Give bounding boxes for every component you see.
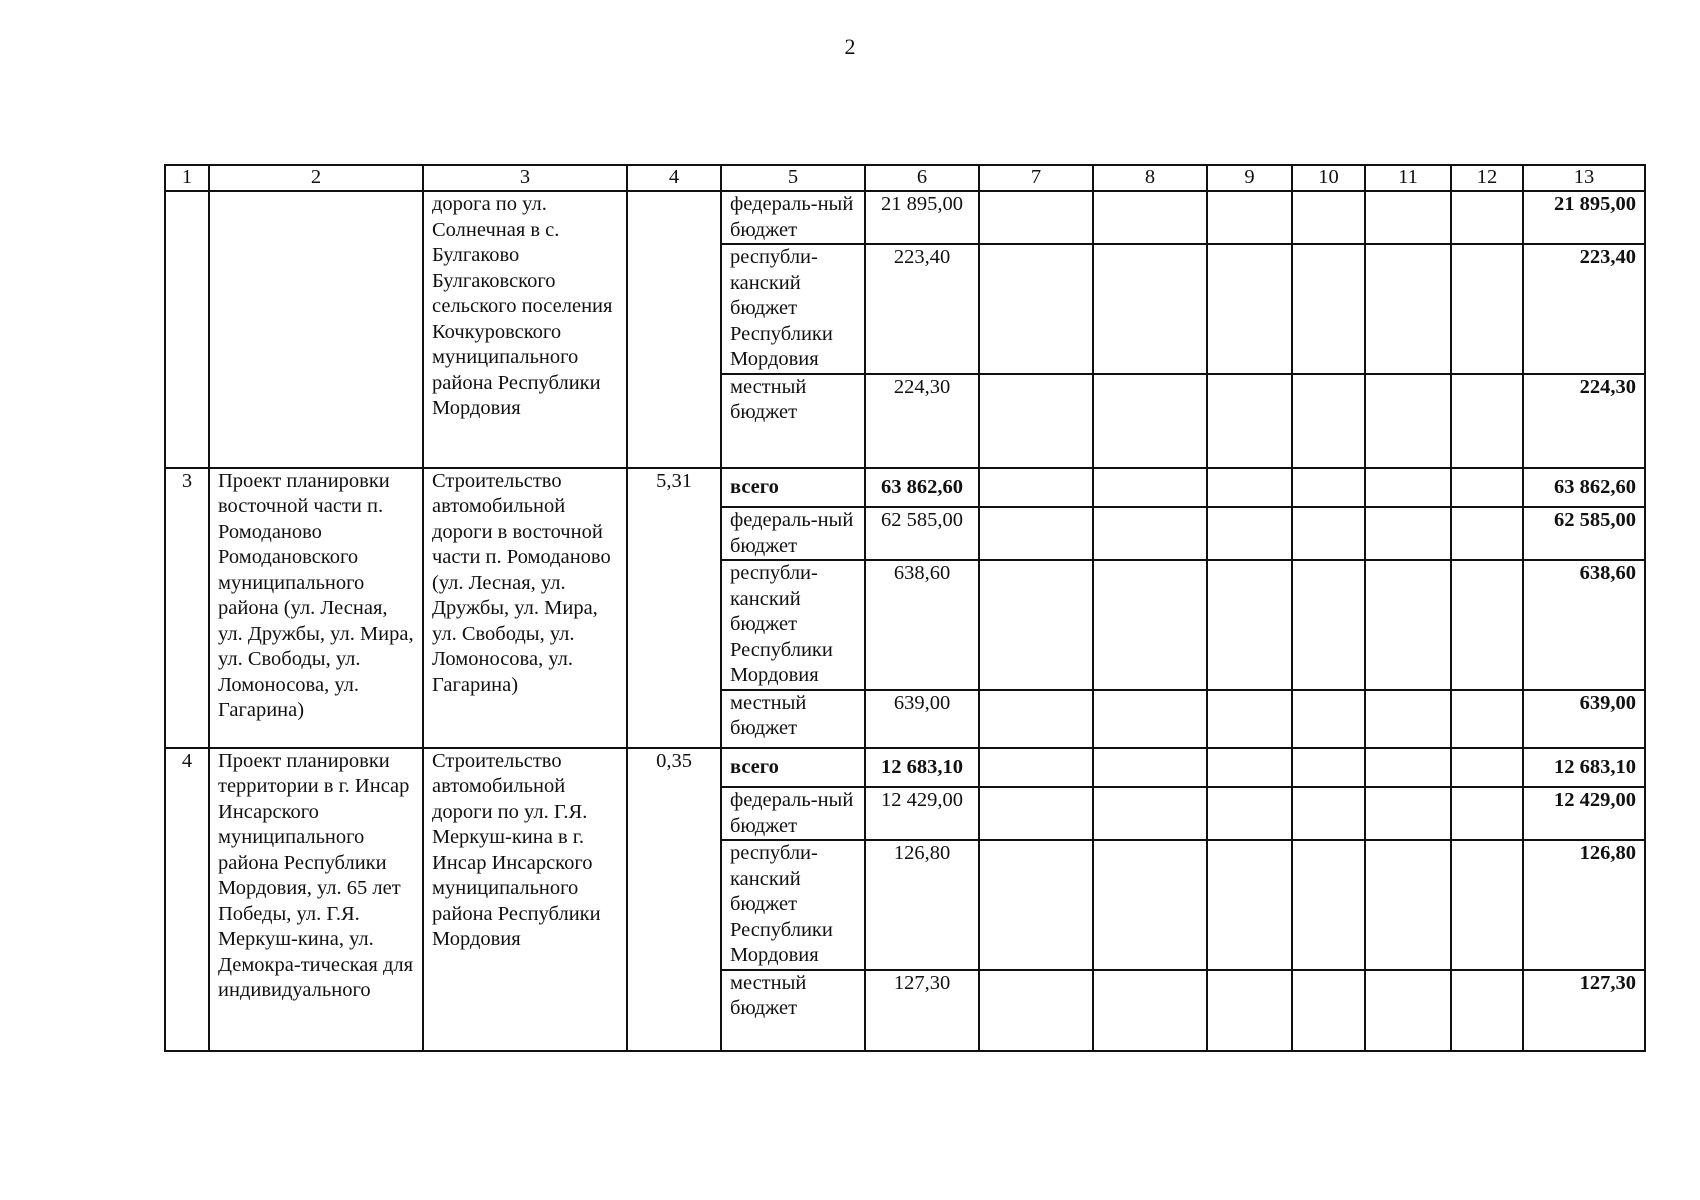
empty-cell bbox=[1292, 840, 1365, 970]
empty-cell bbox=[1365, 507, 1451, 560]
empty-cell bbox=[1093, 690, 1207, 748]
row-number-cell: 4 bbox=[165, 748, 209, 1051]
empty-cell bbox=[1292, 787, 1365, 840]
empty-cell bbox=[1451, 840, 1523, 970]
funding-source-cell: местный бюджет bbox=[721, 374, 865, 468]
column-header: 12 bbox=[1451, 165, 1523, 191]
object-cell: дорога по ул. Солнечная в с. Булгаково Булгаковского сельского поселения Кочкуровского муниципального района Республики Мордовия bbox=[423, 191, 627, 468]
amount-cell: 12 429,00 bbox=[865, 787, 979, 840]
funding-source-cell: местный бюджет bbox=[721, 690, 865, 748]
row-number-cell bbox=[165, 191, 209, 468]
empty-cell bbox=[979, 560, 1093, 690]
table-row bbox=[165, 191, 1645, 244]
empty-cell bbox=[979, 374, 1093, 468]
empty-cell bbox=[1451, 468, 1523, 508]
funding-source-cell: местный бюджет bbox=[721, 970, 865, 1051]
total-cell: 12 429,00 bbox=[1523, 787, 1645, 840]
funding-source-cell: федераль-ный бюджет bbox=[721, 787, 865, 840]
empty-cell bbox=[1451, 374, 1523, 468]
empty-cell bbox=[979, 690, 1093, 748]
column-header: 10 bbox=[1292, 165, 1365, 191]
empty-cell bbox=[1093, 191, 1207, 244]
empty-cell bbox=[1292, 560, 1365, 690]
funding-source-cell: федераль-ный бюджет bbox=[721, 191, 865, 244]
total-cell: 223,40 bbox=[1523, 244, 1645, 374]
page-number: 2 bbox=[844, 34, 856, 59]
column-header: 2 bbox=[209, 165, 423, 191]
column-header: 11 bbox=[1365, 165, 1451, 191]
total-cell: 126,80 bbox=[1523, 840, 1645, 970]
total-cell: 639,00 bbox=[1523, 690, 1645, 748]
table-row bbox=[165, 468, 1645, 508]
table-row bbox=[165, 748, 1645, 788]
empty-cell bbox=[1451, 560, 1523, 690]
funding-source-cell: республи-канский бюджет Республики Мордовия bbox=[721, 244, 865, 374]
column-header: 3 bbox=[423, 165, 627, 191]
funding-source-cell: республи-канский бюджет Республики Мордовия bbox=[721, 560, 865, 690]
empty-cell bbox=[1451, 690, 1523, 748]
total-cell: 21 895,00 bbox=[1523, 191, 1645, 244]
empty-cell bbox=[1451, 787, 1523, 840]
amount-cell: 223,40 bbox=[865, 244, 979, 374]
empty-cell bbox=[1292, 468, 1365, 508]
empty-cell bbox=[1207, 374, 1292, 468]
empty-cell bbox=[1207, 970, 1292, 1051]
column-header: 1 bbox=[165, 165, 209, 191]
budget-table bbox=[164, 164, 1646, 1052]
empty-cell bbox=[1093, 507, 1207, 560]
empty-cell bbox=[1207, 840, 1292, 970]
row-number-cell: 3 bbox=[165, 468, 209, 748]
empty-cell bbox=[1365, 690, 1451, 748]
empty-cell bbox=[1451, 191, 1523, 244]
column-header: 5 bbox=[721, 165, 865, 191]
amount-cell: 638,60 bbox=[865, 560, 979, 690]
empty-cell bbox=[979, 840, 1093, 970]
empty-cell bbox=[979, 748, 1093, 788]
project-cell: Проект планировки территории в г. Инсар Инсарского муниципального района Республики Мордовия, ул. 65 лет Победы, ул. Г.Я. Меркуш-кина, ул. Демокра-тическая для индивидуального bbox=[209, 748, 423, 1051]
empty-cell bbox=[1292, 191, 1365, 244]
amount-cell: 126,80 bbox=[865, 840, 979, 970]
column-header: 6 bbox=[865, 165, 979, 191]
empty-cell bbox=[1207, 787, 1292, 840]
total-cell: 224,30 bbox=[1523, 374, 1645, 468]
empty-cell bbox=[979, 468, 1093, 508]
empty-cell bbox=[979, 970, 1093, 1051]
empty-cell bbox=[1365, 560, 1451, 690]
empty-cell bbox=[1451, 507, 1523, 560]
empty-cell bbox=[1451, 970, 1523, 1051]
empty-cell bbox=[1207, 690, 1292, 748]
empty-cell bbox=[1365, 191, 1451, 244]
empty-cell bbox=[1207, 468, 1292, 508]
header-row bbox=[165, 165, 1645, 191]
length-cell: 5,31 bbox=[627, 468, 721, 748]
empty-cell bbox=[1451, 748, 1523, 788]
empty-cell bbox=[1365, 468, 1451, 508]
empty-cell bbox=[979, 191, 1093, 244]
column-header: 9 bbox=[1207, 165, 1292, 191]
empty-cell bbox=[1207, 560, 1292, 690]
total-cell: 62 585,00 bbox=[1523, 507, 1645, 560]
empty-cell bbox=[1365, 748, 1451, 788]
amount-cell: 62 585,00 bbox=[865, 507, 979, 560]
total-cell: 63 862,60 bbox=[1523, 468, 1645, 508]
empty-cell bbox=[1093, 374, 1207, 468]
empty-cell bbox=[1292, 970, 1365, 1051]
total-cell: 127,30 bbox=[1523, 970, 1645, 1051]
empty-cell bbox=[1093, 748, 1207, 788]
empty-cell bbox=[1207, 748, 1292, 788]
funding-source-cell: республи-канский бюджет Республики Мордовия bbox=[721, 840, 865, 970]
total-cell: 12 683,10 bbox=[1523, 748, 1645, 788]
empty-cell bbox=[1451, 244, 1523, 374]
empty-cell bbox=[1207, 191, 1292, 244]
column-header: 8 bbox=[1093, 165, 1207, 191]
empty-cell bbox=[1365, 970, 1451, 1051]
empty-cell bbox=[1093, 970, 1207, 1051]
amount-cell: 127,30 bbox=[865, 970, 979, 1051]
amount-cell: 12 683,10 bbox=[865, 748, 979, 788]
total-cell: 638,60 bbox=[1523, 560, 1645, 690]
length-cell bbox=[627, 191, 721, 468]
empty-cell bbox=[1365, 787, 1451, 840]
column-header: 7 bbox=[979, 165, 1093, 191]
empty-cell bbox=[1207, 244, 1292, 374]
funding-source-cell: федераль-ный бюджет bbox=[721, 507, 865, 560]
amount-cell: 21 895,00 bbox=[865, 191, 979, 244]
empty-cell bbox=[1292, 374, 1365, 468]
column-header: 4 bbox=[627, 165, 721, 191]
object-cell: Строительство автомобильной дороги по ул. Г.Я. Меркуш-кина в г. Инсар Инсарского муниципального района Республики Мордовия bbox=[423, 748, 627, 1051]
empty-cell bbox=[1093, 840, 1207, 970]
object-cell: Строительство автомобильной дороги в восточной части п. Ромоданово (ул. Лесная, ул. Дружбы, ул. Мира, ул. Свободы, ул. Ломоносова, ул. Гагарина) bbox=[423, 468, 627, 748]
amount-cell: 224,30 bbox=[865, 374, 979, 468]
empty-cell bbox=[1292, 244, 1365, 374]
empty-cell bbox=[1093, 244, 1207, 374]
empty-cell bbox=[1365, 244, 1451, 374]
project-cell: Проект планировки восточной части п. Ромоданово Ромодановского муниципального района (ул. Лесная, ул. Дружбы, ул. Мира, ул. Свободы, ул. Ломоносова, ул. Гагарина) bbox=[209, 468, 423, 748]
length-cell: 0,35 bbox=[627, 748, 721, 1051]
empty-cell bbox=[1292, 690, 1365, 748]
amount-cell: 63 862,60 bbox=[865, 468, 979, 508]
project-cell bbox=[209, 191, 423, 468]
amount-cell: 639,00 bbox=[865, 690, 979, 748]
empty-cell bbox=[1093, 468, 1207, 508]
empty-cell bbox=[979, 787, 1093, 840]
empty-cell bbox=[979, 244, 1093, 374]
empty-cell bbox=[1292, 748, 1365, 788]
column-header: 13 bbox=[1523, 165, 1645, 191]
funding-source-cell: всего bbox=[721, 748, 865, 788]
empty-cell bbox=[1093, 560, 1207, 690]
empty-cell bbox=[1292, 507, 1365, 560]
empty-cell bbox=[1365, 374, 1451, 468]
empty-cell bbox=[1207, 507, 1292, 560]
empty-cell bbox=[1365, 840, 1451, 970]
empty-cell bbox=[979, 507, 1093, 560]
funding-source-cell: всего bbox=[721, 468, 865, 508]
empty-cell bbox=[1093, 787, 1207, 840]
